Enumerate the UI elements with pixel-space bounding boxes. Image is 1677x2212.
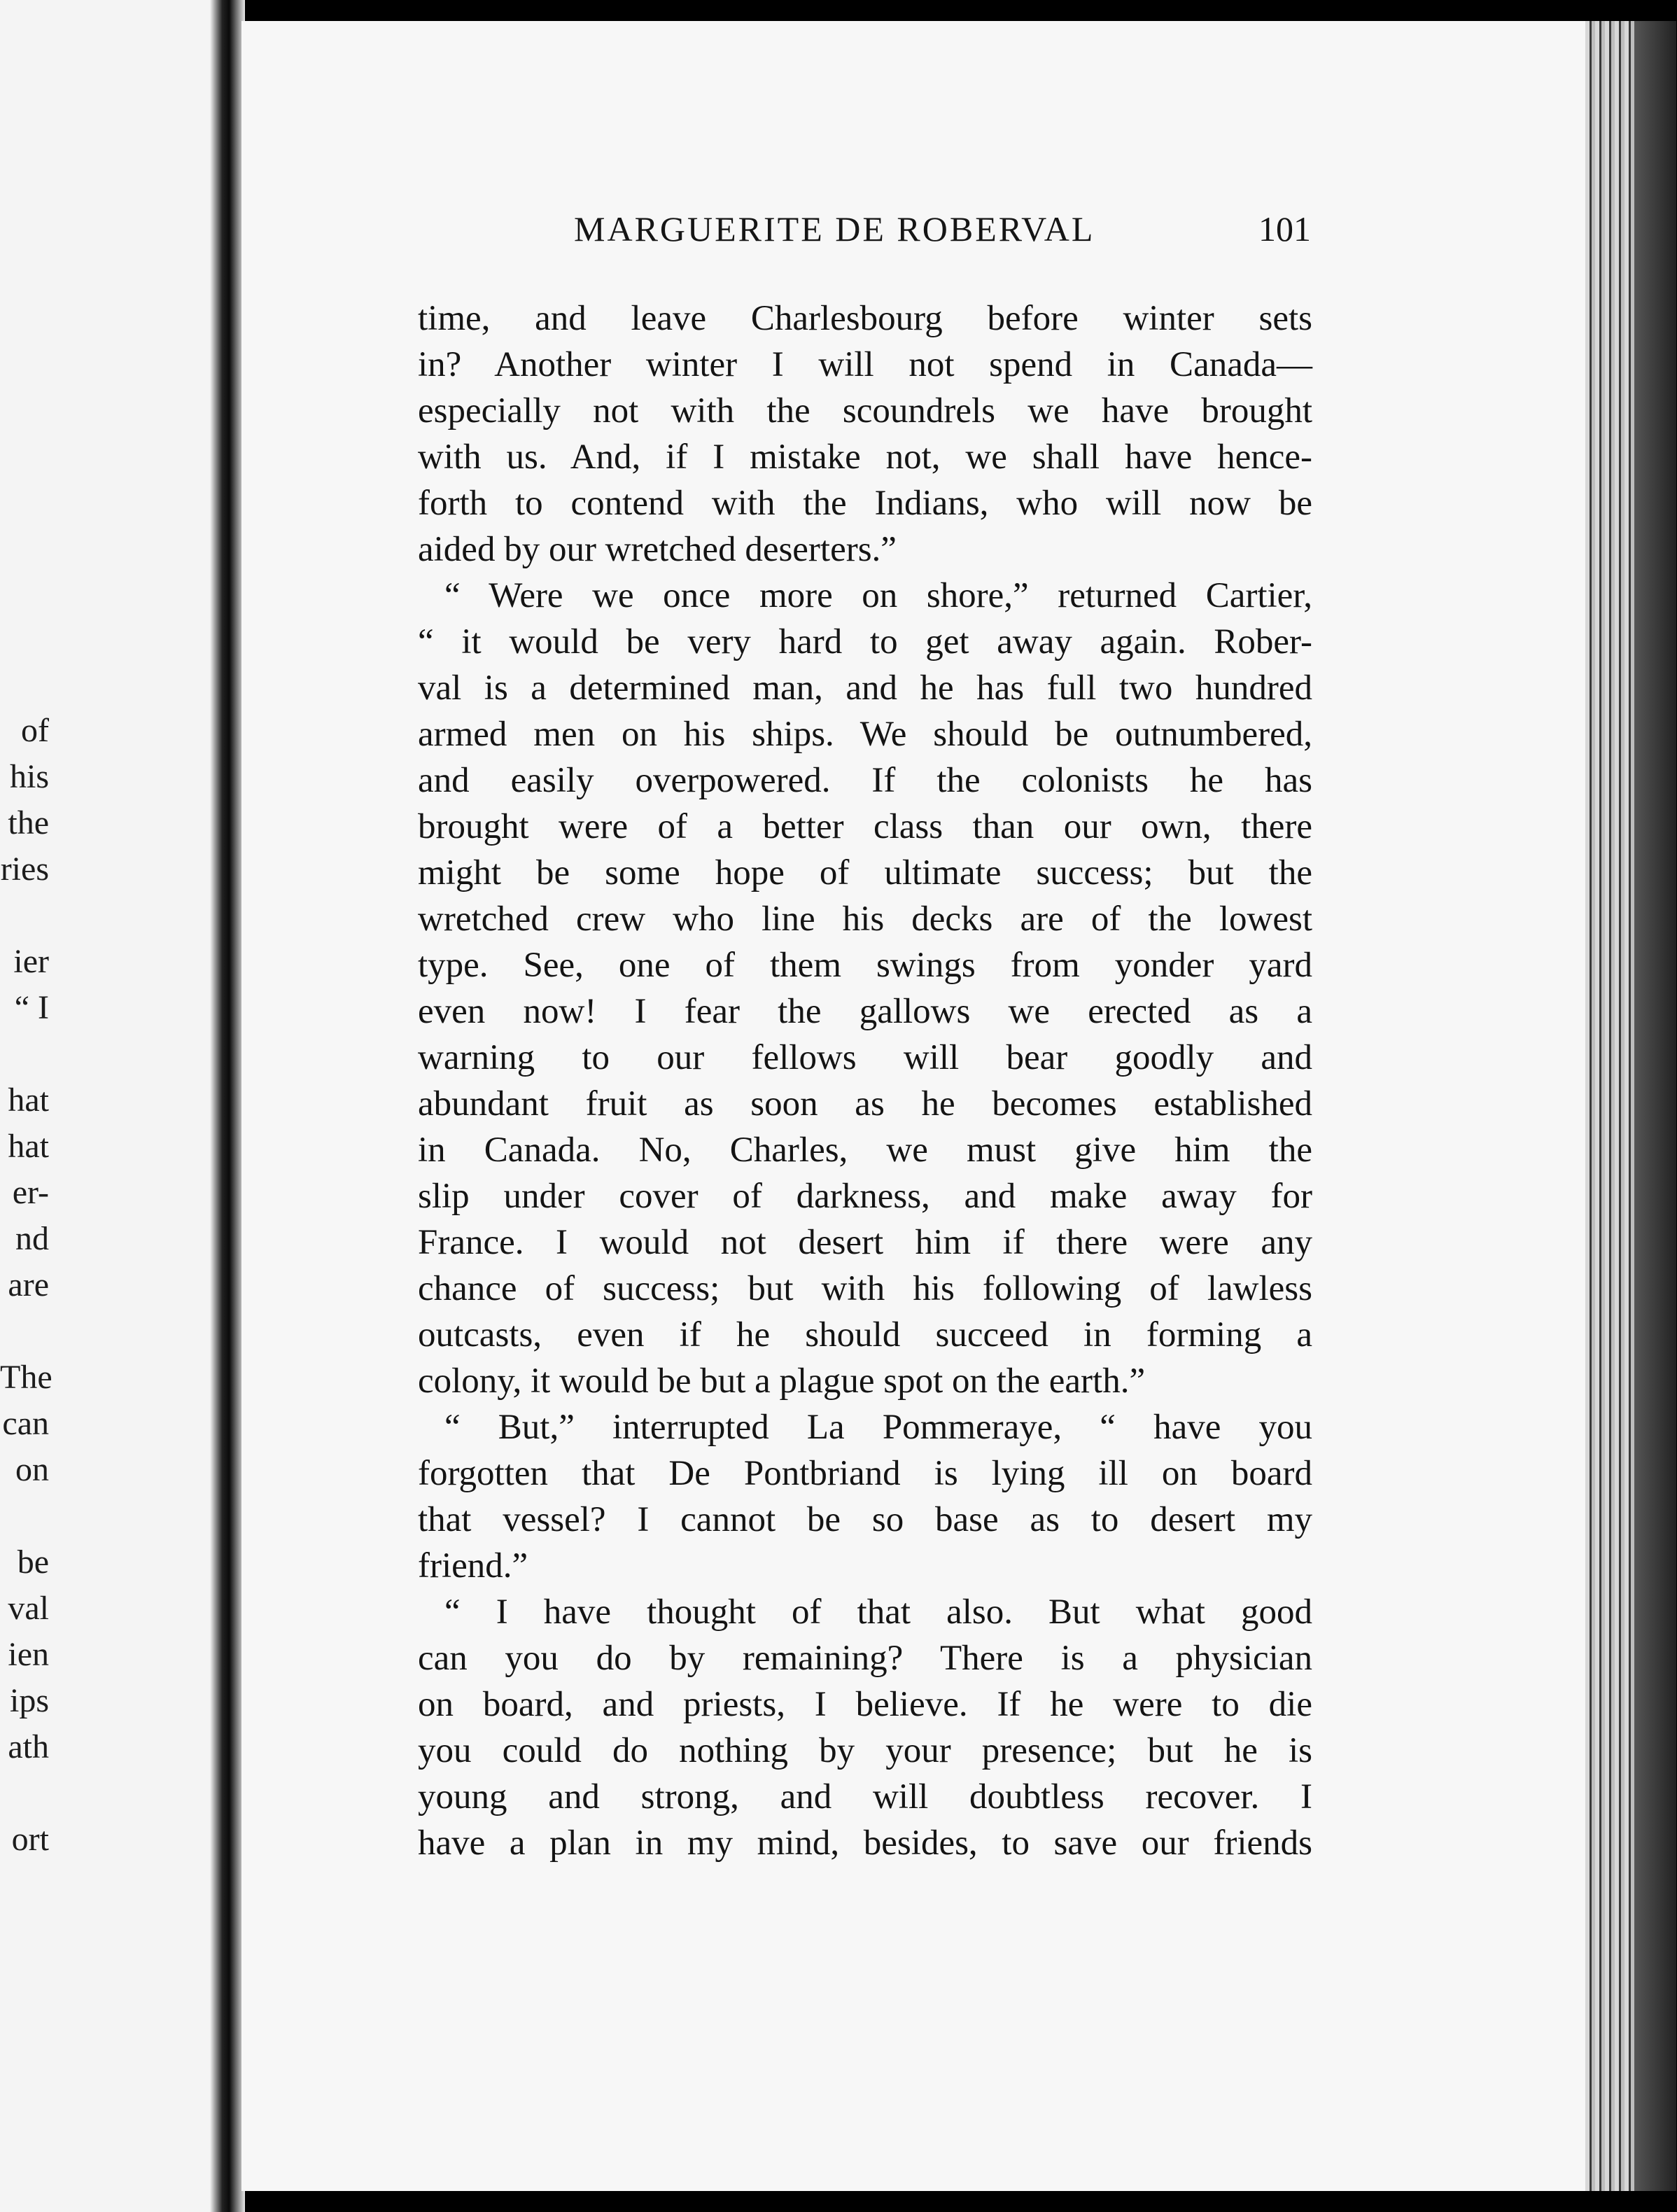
left-fragment: hat: [8, 1082, 49, 1119]
text-line: “ I have thought of that also. But what good: [444, 1592, 1312, 1632]
left-fragment: er-: [12, 1174, 49, 1211]
text-line: “ But,” interrupted La Pommeraye, “ have you: [444, 1408, 1312, 1447]
text-line: warning to our fellows will bear goodly and: [418, 1038, 1312, 1077]
left-fragment: on: [15, 1451, 49, 1488]
text-line: can you do by remaining? There is a physician: [418, 1639, 1312, 1678]
left-fragment: val: [8, 1590, 49, 1627]
left-fragment: ier: [13, 943, 49, 980]
text-line: aided by our wretched deserters.”: [418, 530, 897, 569]
text-line: have a plan in my mind, besides, to save our friends: [418, 1823, 1312, 1863]
text-line: “ Were we once more on shore,” returned Cartier,: [444, 576, 1312, 615]
left-fragment: hat: [8, 1128, 49, 1165]
text-line: you could do nothing by your presence; but he is: [418, 1731, 1312, 1770]
left-fragment: be: [17, 1544, 49, 1581]
text-line: with us. And, if I mistake not, we shall have hence-: [418, 438, 1312, 477]
text-line: time, and leave Charlesbourg before winter sets: [418, 299, 1312, 338]
text-line: France. I would not desert him if there were any: [418, 1223, 1312, 1262]
text-line: outcasts, even if he should succeed in forming a: [418, 1315, 1312, 1354]
left-fragment: his: [9, 758, 49, 795]
text-line: brought were of a better class than our own, there: [418, 807, 1312, 846]
left-fragment: The: [0, 1359, 52, 1396]
text-line: armed men on his ships. We should be outnumbered,: [418, 715, 1312, 754]
left-fragment: ort: [11, 1821, 49, 1858]
left-fragment: of: [21, 712, 49, 749]
text-line: abundant fruit as soon as he becomes established: [418, 1084, 1312, 1124]
text-line: “ it would be very hard to get away again. Rober-: [418, 622, 1312, 662]
book-gutter: [210, 0, 245, 2212]
running-title: MARGUERITE DE ROBERVAL: [574, 209, 1095, 248]
text-line: friend.”: [418, 1546, 528, 1586]
text-line: forth to contend with the Indians, who will now be: [418, 484, 1312, 523]
left-fragment: “ I: [14, 989, 49, 1026]
text-line: on board, and priests, I believe. If he were to die: [418, 1685, 1312, 1724]
text-line: in Canada. No, Charles, we must give him the: [418, 1130, 1312, 1170]
text-line: especially not with the scoundrels we have brought: [418, 391, 1312, 430]
text-line: that vessel? I cannot be so base as to desert my: [418, 1500, 1312, 1539]
text-line: wretched crew who line his decks are of the lowest: [418, 899, 1312, 939]
left-fragment: ips: [9, 1682, 49, 1719]
text-line: type. See, one of them swings from yonder yard: [418, 946, 1312, 985]
text-line: slip under cover of darkness, and make away for: [418, 1177, 1312, 1216]
left-fragment: are: [8, 1266, 49, 1303]
text-line: even now! I fear the gallows we erected as a: [418, 992, 1312, 1031]
left-fragment: ries: [0, 850, 49, 888]
page-number: 101: [1258, 209, 1311, 248]
text-line: chance of success; but with his following of lawless: [418, 1269, 1312, 1308]
left-fragment: can: [2, 1405, 49, 1442]
text-line: might be some hope of ultimate success; but the: [418, 853, 1312, 892]
left-fragment: the: [8, 804, 49, 841]
text-line: forgotten that De Pontbriand is lying ill on board: [418, 1454, 1312, 1493]
left-fragment: nd: [15, 1220, 49, 1257]
previous-page-fragment: [0, 0, 224, 2212]
text-line: young and strong, and will doubtless recover. I: [418, 1777, 1312, 1816]
text-line: val is a determined man, and he has full two hundred: [418, 668, 1312, 708]
left-fragment: ath: [8, 1728, 49, 1765]
left-fragment: ien: [8, 1636, 49, 1673]
page-edges: [1585, 21, 1676, 2191]
text-line: and easily overpowered. If the colonists he has: [418, 761, 1312, 800]
text-line: in? Another winter I will not spend in Canada—: [418, 345, 1312, 384]
text-line: colony, it would be but a plague spot on the earth.”: [418, 1362, 1146, 1401]
